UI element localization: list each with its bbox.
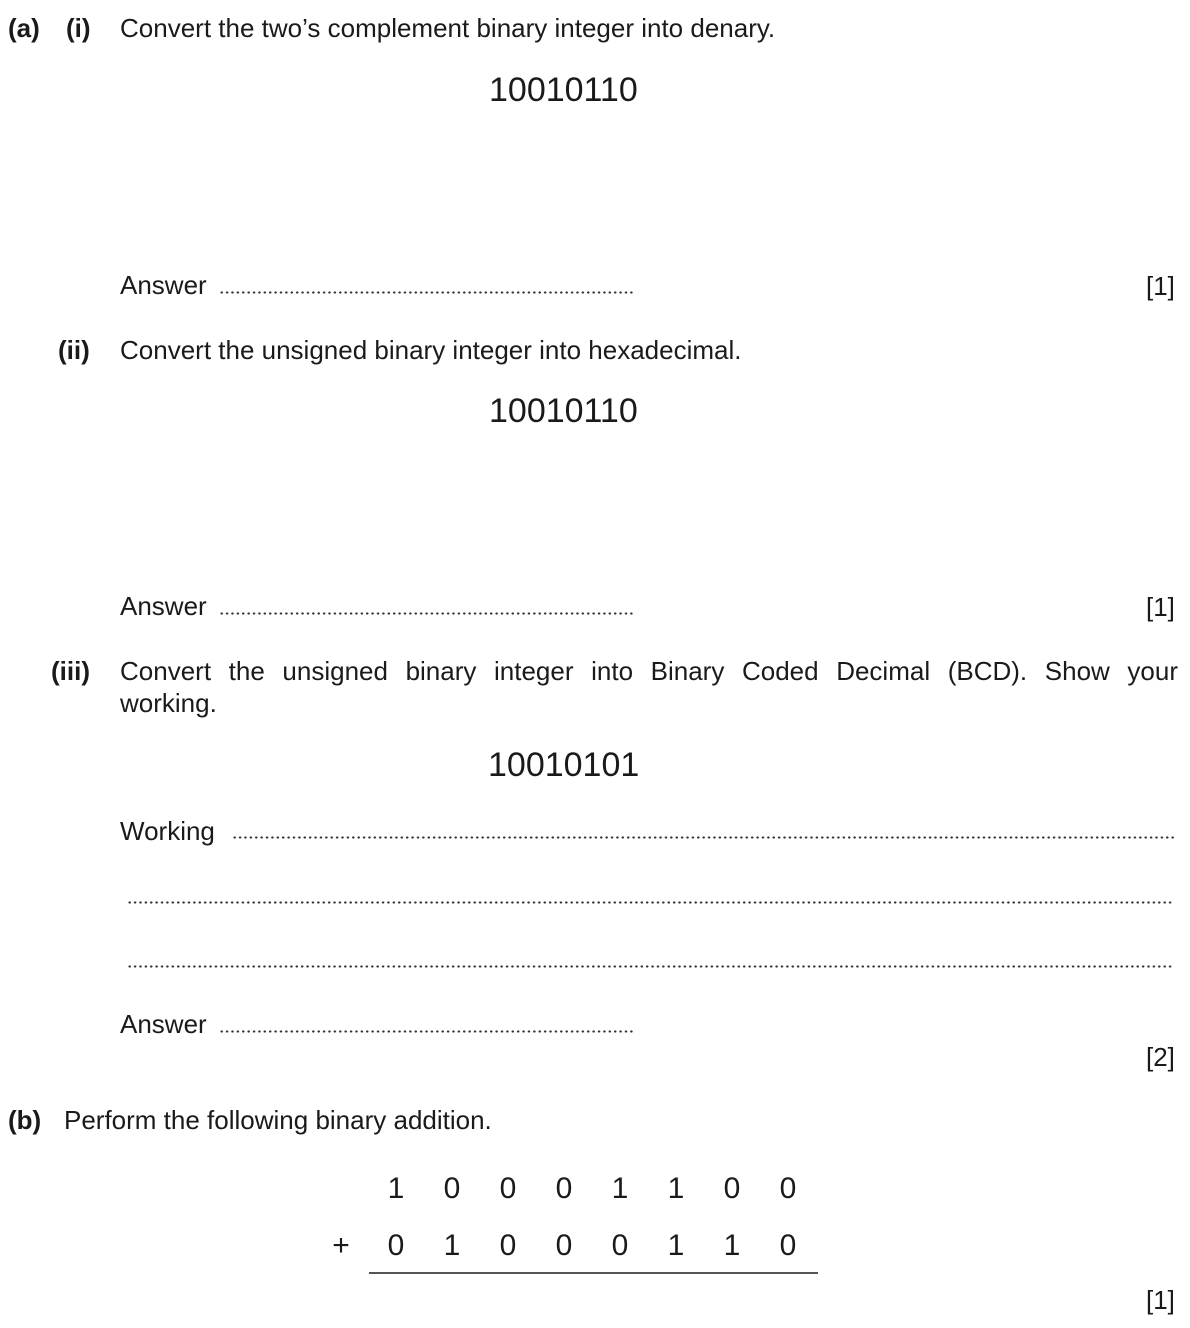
part-a-i-label: (i) — [66, 13, 91, 43]
part-a-ii-label: (ii) — [58, 335, 90, 365]
part-a-ii-answer-line[interactable] — [219, 612, 633, 615]
row2-digit: 0 — [499, 1229, 517, 1262]
part-a-iii-marks: [2] — [1146, 1042, 1175, 1072]
row1-digit: 0 — [443, 1172, 461, 1205]
part-a-ii-marks: [1] — [1146, 592, 1175, 622]
part-a-iii-working-line-1[interactable] — [232, 836, 1174, 839]
part-a-ii-answer-label: Answer — [120, 591, 207, 621]
row1-digit: 1 — [387, 1172, 405, 1205]
row2-digit: 1 — [667, 1229, 685, 1262]
part-b-label: (b) — [8, 1105, 42, 1135]
row2-digit: 1 — [723, 1229, 741, 1262]
row2-digit: 1 — [443, 1229, 461, 1262]
row2-digit: 0 — [611, 1229, 629, 1262]
row1-digit: 1 — [611, 1172, 629, 1205]
part-a-ii-number: 10010110 — [489, 392, 638, 430]
part-b-marks: [1] — [1146, 1285, 1175, 1315]
part-a-label: (a) — [8, 13, 40, 43]
part-a-i-answer-label: Answer — [120, 270, 207, 300]
row1-digit: 1 — [667, 1172, 685, 1205]
part-a-i-marks: [1] — [1146, 271, 1175, 301]
part-a-i-question: Convert the two’s complement binary integer into denary. — [120, 13, 776, 43]
row2-digit: 0 — [387, 1229, 405, 1262]
part-a-iii-answer-line[interactable] — [219, 1030, 633, 1033]
part-a-iii-answer-label: Answer — [120, 1009, 207, 1039]
part-a-i-number: 10010110 — [489, 71, 638, 109]
row1-digit: 0 — [779, 1172, 797, 1205]
part-a-iii-question-line1: Convert the unsigned binary integer into Binary Coded Decimal (BCD). Show your — [120, 656, 1178, 686]
part-a-ii-question: Convert the unsigned binary integer into hexadecimal. — [120, 335, 742, 365]
row1-digit: 0 — [499, 1172, 517, 1205]
part-a-iii-question-line2: working. — [120, 688, 217, 718]
part-a-iii-working-line-3[interactable] — [127, 965, 1174, 968]
part-b-question: Perform the following binary addition. — [64, 1105, 492, 1135]
part-a-iii-number: 10010101 — [488, 746, 640, 784]
row1-digit: 0 — [555, 1172, 573, 1205]
part-a-iii-working-line-2[interactable] — [127, 901, 1174, 904]
part-a-iii-label: (iii) — [51, 656, 90, 686]
row2-digit: 0 — [779, 1229, 797, 1262]
part-a-i-answer-line[interactable] — [219, 291, 633, 294]
sum-rule — [369, 1272, 818, 1274]
plus-operator: + — [332, 1229, 350, 1262]
row1-digit: 0 — [723, 1172, 741, 1205]
part-a-iii-working-label: Working — [120, 816, 215, 846]
row2-digit: 0 — [555, 1229, 573, 1262]
